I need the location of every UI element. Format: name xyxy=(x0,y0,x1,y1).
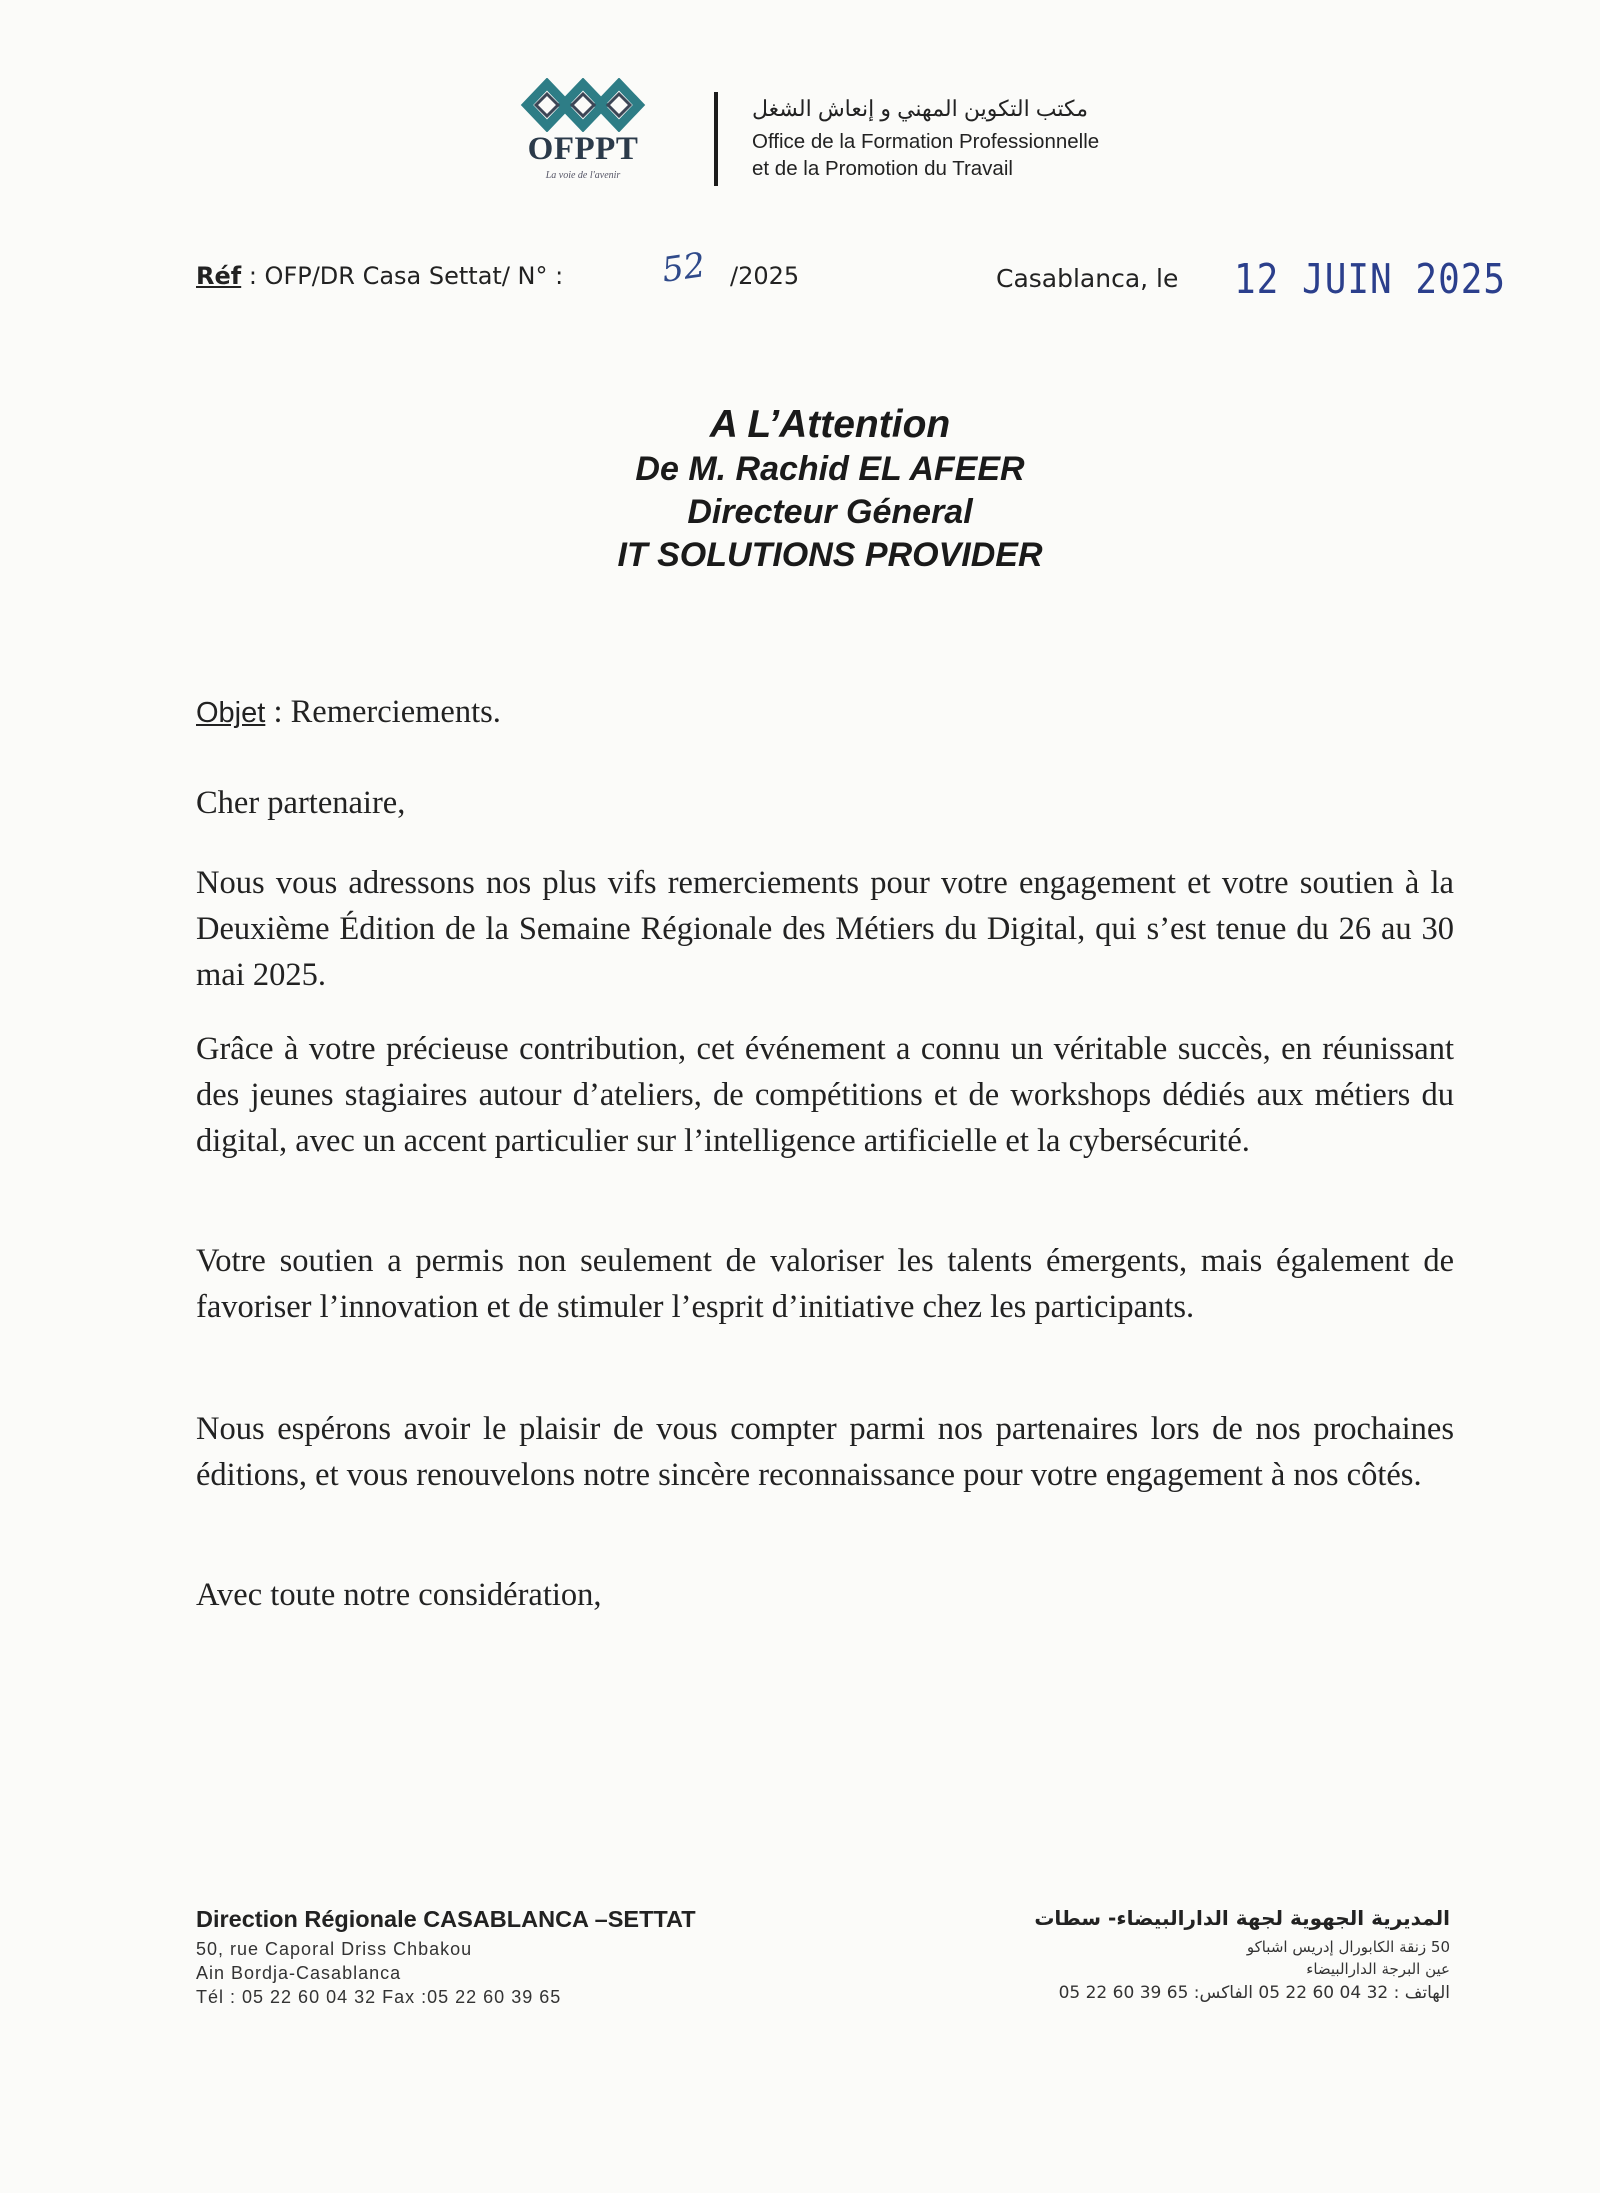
footer-arabic-phone: الهاتف : 32 04 60 22 05 الفاكس: 65 39 60 22 05 xyxy=(1058,1983,1450,2003)
date-stamp: 12 JUIN 2025 xyxy=(1234,256,1507,304)
subject-line xyxy=(196,694,501,731)
reference-year: /2025 xyxy=(730,262,800,290)
ofppt-logo xyxy=(512,78,654,181)
ofppt-emblem-icon xyxy=(519,78,647,132)
footer-french-address1: 50, rue Caporal Driss Chbakou xyxy=(196,1939,473,1959)
recipient-block xyxy=(0,402,1600,577)
paragraph-2: Grâce à votre précieuse contribution, cet événement a connu un véritable succès, en réunissant des jeunes stagiaires autour d’ateliers, de compétitions et de workshops dédiés aux métiers du digital, avec un accent particulier sur l’intelligence artificielle et la cybersécurité. xyxy=(196,1031,1454,1159)
paragraph-1: Nous vous adressons nos plus vifs remerciements pour votre engagement et votre soutien à la Deuxième Édition de la Semaine Régionale des Métiers du Digital, qui s’est tenue du 26 au 30 mai 2025. xyxy=(196,865,1454,993)
greeting: Cher partenaire, xyxy=(196,785,406,821)
office-name-french-line2: et de la Promotion du Travail xyxy=(752,157,1013,180)
reference-label: Réf xyxy=(196,262,242,290)
recipient-company: IT SOLUTIONS PROVIDER xyxy=(617,536,1043,574)
date-place: Casablanca, le xyxy=(996,264,1179,293)
reference-number-handwritten: 52 xyxy=(659,245,708,291)
footer-arabic-title: المديرية الجهوية لجهة الدارالبيضاء- سطات xyxy=(1034,1906,1450,1930)
reference-line xyxy=(196,262,563,290)
recipient-attention: A L’Attention xyxy=(709,403,951,446)
office-name-arabic: مكتب التكوين المهني و إنعاش الشغل xyxy=(752,96,1088,121)
footer-arabic xyxy=(1034,1906,1450,2006)
paragraph-4: Nous espérons avoir le plaisir de vous compter parmi nos partenaires lors de nos prochaines éditions, et vous renouvelons notre sincère reconnaissance pour votre engagement à nos côtés. xyxy=(196,1411,1454,1493)
footer-french-phone: Tél : 05 22 60 04 32 Fax :05 22 60 39 65 xyxy=(196,1987,562,2007)
reference-text: : OFP/DR Casa Settat/ N° : xyxy=(241,262,564,290)
subject-text: : Remerciements. xyxy=(265,694,501,730)
closing: Avec toute notre considération, xyxy=(196,1577,602,1613)
recipient-title: Directeur Géneral xyxy=(687,493,973,531)
logo-name: OFPPT xyxy=(527,131,639,167)
logo-tagline: La voie de l'avenir xyxy=(545,170,621,181)
footer-french-title: Direction Régionale CASABLANCA –SETTAT xyxy=(196,1906,696,1932)
paragraph-3: Votre soutien a permis non seulement de valoriser les talents émergents, mais également de favoriser l’innovation et de stimuler l’esprit d’initiative chez les participants. xyxy=(196,1243,1454,1325)
footer-arabic-address2: عين البرجة الدارالبيضاء xyxy=(1306,1960,1450,1978)
office-name-french-line1: Office de la Formation Professionnelle xyxy=(752,130,1100,153)
header-divider xyxy=(714,92,718,186)
footer-french xyxy=(196,1906,696,2009)
footer-arabic-address1: 50 زنقة الكابورال إدريس اشباكو xyxy=(1246,1938,1450,1956)
office-name xyxy=(752,96,1099,182)
subject-label: Objet xyxy=(196,697,266,729)
recipient-name: De M. Rachid EL AFEER xyxy=(635,450,1025,488)
footer-french-address2: Ain Bordja-Casablanca xyxy=(196,1963,402,1983)
